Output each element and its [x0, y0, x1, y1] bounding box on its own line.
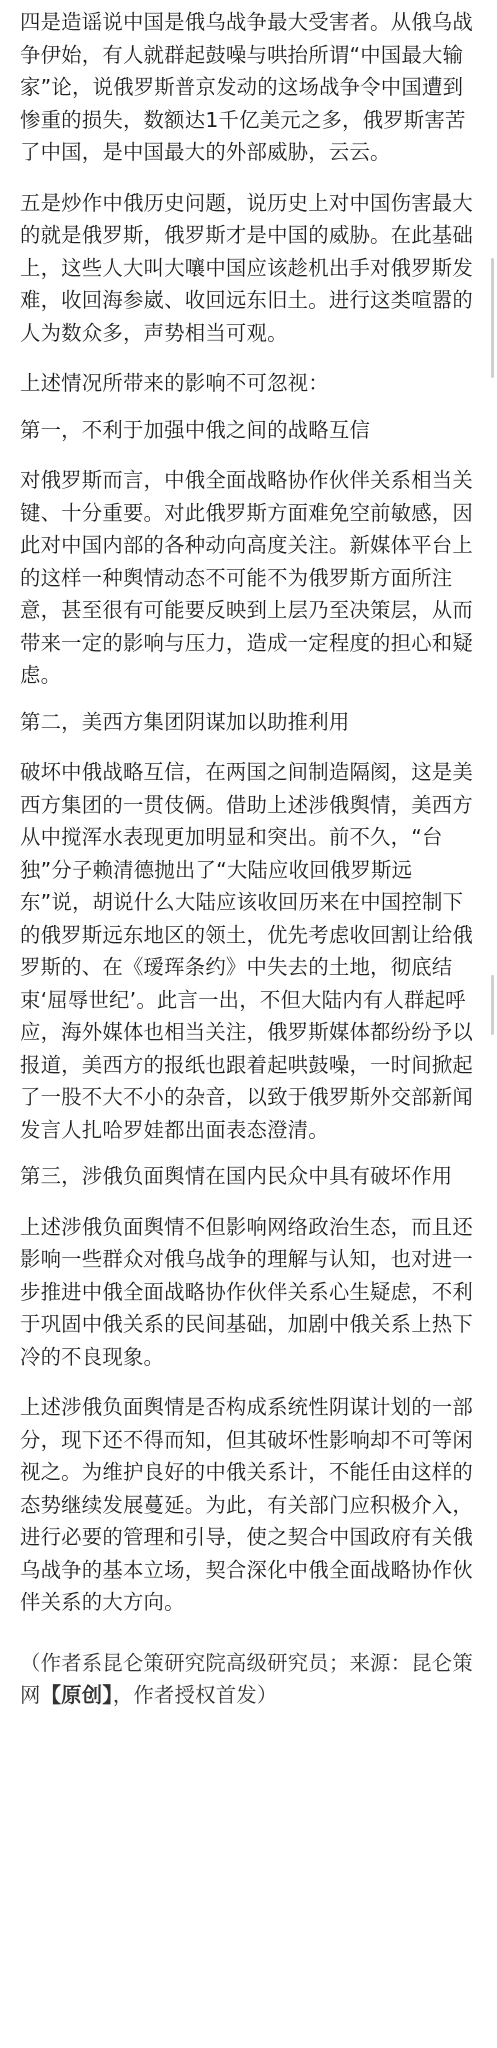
scrollbar-thumb-lower[interactable] — [491, 975, 494, 1035]
credit-original-tag: 【原创】 — [40, 1683, 113, 1707]
paragraph-eight: 上述涉俄负面舆情不但影响网络政治生态，而且还影响一些群众对俄乌战争的理解与认知，也对进一步推进中俄全面战略协作伙伴关系心生疑虑，不利于巩固中俄关系的民间基础，加剧中俄关系上热下冷的不良现象。 — [20, 1214, 473, 1369]
article-body — [20, 0, 482, 1712]
heading-first: 第一，不利于加强中俄之间的战略互信 — [20, 417, 371, 442]
paragraph-seven: 破坏中俄战略互信，在两国之间制造隔阂，这是美西方集团的一贯伎俩。借助上述涉俄舆情，美西方从中搅浑水表现更加明显和突出。前不久，“台独”分子赖清德抛出了“大陆应收回俄罗斯远东”说，胡说什么大陆应该收回历来在中国控制下的俄罗斯远东地区的领土，优先考虑收回割让给俄罗斯的、在《瑷珲条约》中失去的土地，彻底结束‘屈辱世纪’。此言一出，不但大陆内有人群起呼应，海外媒体也相当关注，俄罗斯媒体都纷纷予以报道，美西方的报纸也跟着起哄鼓噪，一时间掀起了一股不大不小的杂音，以致于俄罗斯外交部新闻发言人扎哈罗娃都出面表态澄清。 — [20, 760, 473, 1142]
heading-second: 第二，美西方集团阴谋加以助推利用 — [20, 709, 350, 734]
paragraph-six: 对俄罗斯而言，中俄全面战略协作伙伴关系相当关键、十分重要。对此俄罗斯方面难免空前敏感，因此对中国内部的各种动向高度关注。新媒体平台上的这样一种舆情动态不可能不为俄罗斯方面所注意，甚至很有可能要反映到上层乃至决策层，从而带来一定的影响与压力，造成一定程度的担心和疑虑。 — [20, 468, 473, 687]
author-credit — [20, 1647, 482, 1712]
impact-intro: 上述情况所带来的影响不可忽视： — [20, 371, 329, 395]
paragraph-five: 五是炒作中俄历史问题，说历史上对中国伤害最大的就是俄罗斯，俄罗斯才是中国的威胁。在此基础上，这些人大叫大嚷中国应该趁机出手对俄罗斯发难，收回海参崴、收回远东旧土。进行这类喧嚣的人为数众多，声势相当可观。 — [20, 190, 473, 345]
paragraph-nine: 上述涉俄负面舆情是否构成系统性阴谋计划的一部分，现下还不得而知，但其破坏性影响却不可等闲视之。为维护良好的中俄关系计，不能任由这样的态势继续发展蔓延。为此，有关部门应积极介入，进行必要的管理和引导，使之契合中国政府有关俄乌战争的基本立场，契合深化中俄全面战略协作伙伴关系的大方向。 — [20, 1395, 473, 1614]
heading-third: 第三，涉俄负面舆情在国内民众中具有破坏作用 — [20, 1164, 453, 1188]
credit-suffix: ，作者授权首发） — [112, 1683, 278, 1707]
scrollbar-thumb[interactable] — [491, 258, 494, 378]
credit-prefix: （作者系昆仑策研究院高级研究员；来源：昆仑策网 — [20, 1650, 473, 1707]
paragraph-four: 四是造谣说中国是俄乌战争最大受害者。从俄乌战争伊始，有人就群起鼓噪与哄抬所谓“中国最大输家”论，说俄罗斯普京发动的这场战争令中国遭到惨重的损失，数额达1千亿美元之多，俄罗斯害苦了中国，是中国最大的外部威胁，云云。 — [20, 10, 473, 164]
